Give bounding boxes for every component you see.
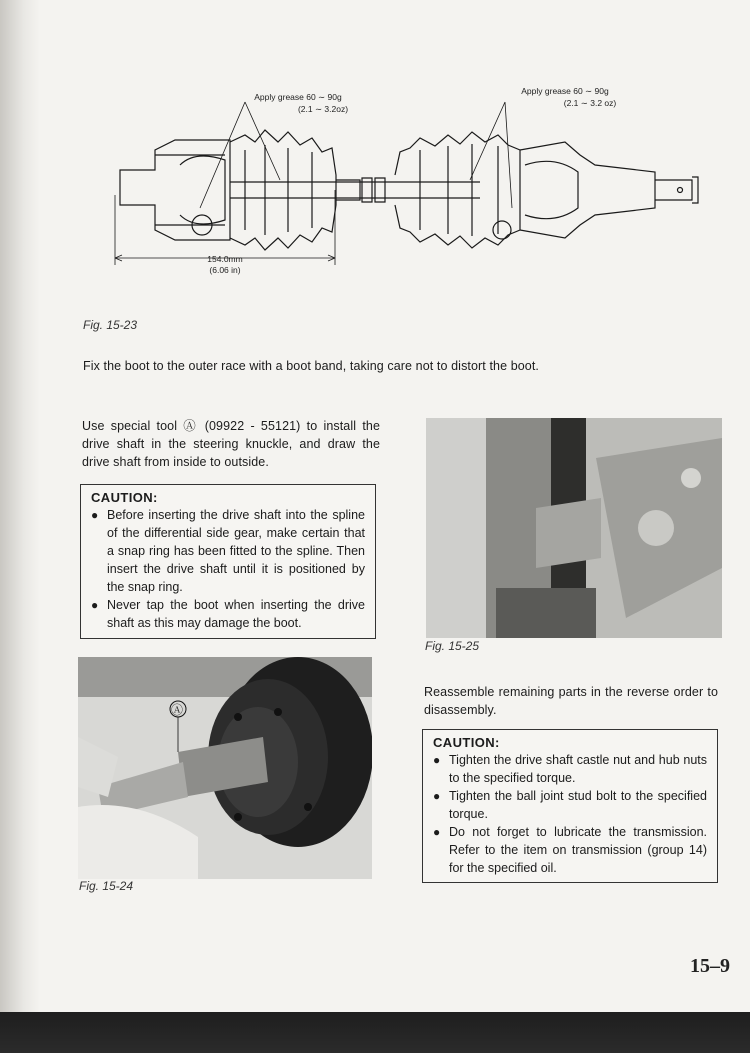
fig-15-25-caption: Fig. 15-25 [425,639,480,653]
left-boot [230,130,336,250]
scan-bottom-edge [0,1012,750,1053]
bullet-icon: ● [433,825,441,839]
fig-15-24-caption: Fig. 15-24 [79,879,134,893]
fig-15-23-caption: Fig. 15-23 [83,318,138,332]
caution-item-2-2: ● Tighten the ball joint stud bolt to the specified torque. [433,789,707,821]
page-number: 15–9 [690,955,730,977]
bullet-icon: ● [91,598,99,612]
bullet-icon: ● [91,508,99,522]
caution-box-2 [422,729,718,883]
bullet-icon: ● [433,753,441,767]
right-outer-joint [520,142,655,238]
drive-shaft [230,182,480,198]
right-ball [493,221,511,239]
knuckle-photo-art [426,418,722,638]
stub-shaft [655,177,698,203]
page-binding-shadow [0,0,40,1012]
caution-title-1: CAUTION: [91,490,158,505]
grease-label-left: Apply grease 60 ∼ 90g (2.1 ∼ 3.2oz) [254,92,349,114]
caution-item-2-3: ● Do not forget to lubricate the transmission. Refer to the item on transmission (group 14) for the specified oil. [433,825,707,875]
special-tool-paragraph: Use special tool Ⓐ (09922 - 55121) to install the drive shaft in the steering knuckle, and draw the drive shaft from inside to outside. [82,419,380,469]
reassemble-paragraph: Reassemble remaining parts in the reverse order to disassembly. [424,685,718,717]
bullet-icon: ● [433,789,441,803]
drive-shaft-diagram [100,80,710,280]
caution-title-2: CAUTION: [433,735,500,750]
caution-item-1-1: ● Before inserting the drive shaft into the spline of the differential side gear, make certain that a snap ring has been fitted to the spline. Then insert the drive shaft until it is positioned by the snap ring. [91,508,365,594]
fig-15-25-photo [426,418,722,638]
caution-item-2-1: ● Tighten the drive shaft castle nut and hub nuts to the specified torque. [433,753,707,785]
caution-box-1 [80,484,376,639]
right-boot [395,132,520,248]
caution-item-1-2: ● Never tap the boot when inserting the drive shaft as this may damage the boot. [91,598,365,630]
tool-a-label: Ⓐ [171,703,184,717]
special-tool-photo-art [78,657,372,879]
dimension-label: 154.0mm (6.06 in) [207,254,243,275]
fix-boot-paragraph: Fix the boot to the outer race with a boot band, taking care not to distort the boot. [83,359,539,373]
grease-label-right: Apply grease 60 ∼ 90g (2.1 ∼ 3.2 oz) [521,86,617,108]
fig-15-24-photo [78,657,372,879]
